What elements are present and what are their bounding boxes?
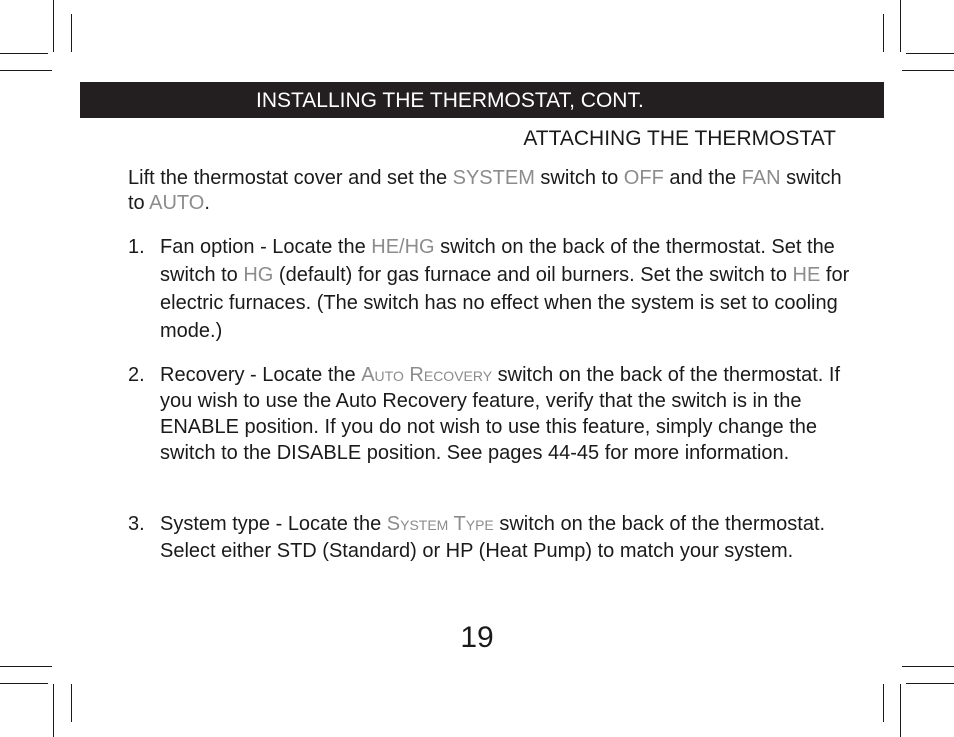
list-item-text: System type - Locate the System Type switch on the back of the thermostat. Select either STD (Standard) or HP (Heat Pump) to match your system. xyxy=(160,513,826,562)
crop-mark xyxy=(71,684,72,722)
crop-mark xyxy=(902,70,954,71)
system-term: SYSTEM xyxy=(452,167,535,189)
intro-paragraph: Lift the thermostat cover and set the SYSTEM switch to OFF and the FAN switch to AUTO. xyxy=(128,167,842,214)
list-number: 2. xyxy=(128,364,145,386)
hehg-term: HE/HG xyxy=(371,236,435,258)
crop-mark xyxy=(53,684,54,737)
auto-recovery-term: Auto Recovery xyxy=(361,364,493,386)
crop-mark xyxy=(900,0,901,52)
crop-mark xyxy=(0,70,52,71)
crop-mark xyxy=(900,684,901,737)
crop-mark xyxy=(53,0,54,52)
crop-mark xyxy=(902,666,954,667)
list-item-text: Fan option - Locate the HE/HG switch on the back of the thermostat. Set the switch to HG (default) for gas furnace and oil burners. Set the switch to HE for electric furnaces. (The switch has no effect when the system is set to cooling mode.) xyxy=(160,236,850,342)
crop-mark xyxy=(0,53,48,54)
hg-term: HG xyxy=(243,264,274,286)
auto-term: AUTO xyxy=(149,192,205,214)
list-number: 3. xyxy=(128,513,145,535)
page-title: INSTALLING THE THERMOSTAT, CONT. xyxy=(256,89,644,112)
he-term: HE xyxy=(792,264,821,286)
system-type-term: System Type xyxy=(386,513,494,535)
list-item-text: Recovery - Locate the Auto Recovery switch on the back of the thermostat. If you wish to use the Auto Recovery feature, verify that the switch is in the ENABLE position. If you do not wish to use this feature, simply change the switch to the DISABLE position. See pages 44-45 for more information. xyxy=(160,364,841,464)
off-term: OFF xyxy=(623,167,664,189)
page-number: 19 xyxy=(460,621,494,654)
crop-mark xyxy=(0,666,52,667)
header-bar xyxy=(80,82,884,118)
crop-mark xyxy=(71,14,72,52)
crop-mark xyxy=(906,683,954,684)
crop-mark xyxy=(883,684,884,722)
list-number: 1. xyxy=(128,236,145,258)
fan-term: FAN xyxy=(741,167,781,189)
crop-mark xyxy=(0,683,48,684)
crop-mark xyxy=(883,14,884,52)
section-subheading: ATTACHING THE THERMOSTAT xyxy=(523,127,836,150)
crop-mark xyxy=(906,53,954,54)
